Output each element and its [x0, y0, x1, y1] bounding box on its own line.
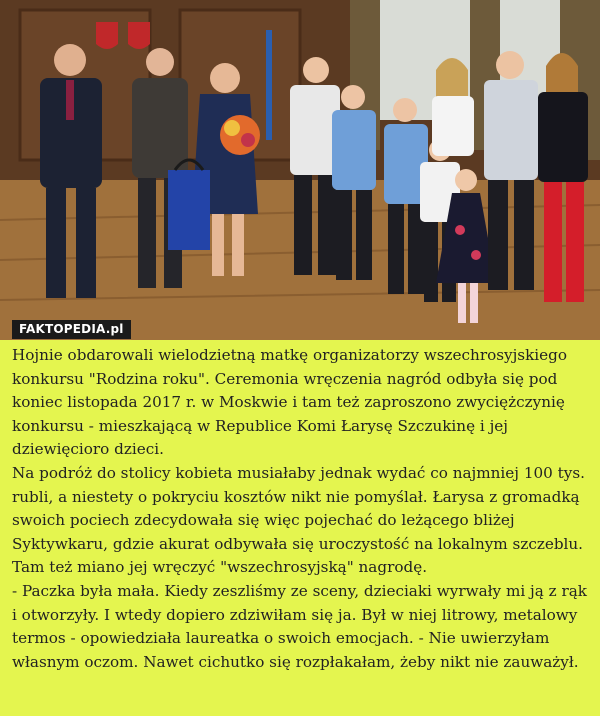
- coat-of-arms-emblem: [96, 22, 118, 49]
- photo-illustration: [0, 0, 600, 340]
- group-photo: [0, 0, 600, 340]
- caption-paragraph: Na podróż do stolicy kobieta musiałaby jednak wydać co najmniej 100 tys. rubli, a niestety o pokryciu kosztów nikt nie pomyślał. Łarysa z gromadką swoich pociech zdecydowała się więc pojechać do leżącego bliżej Syktywkaru, gdzie akurat odbywała się uroczystość na lokalnym szczeblu. Tam też miano jej wręczyć "wszechrosyjską" nagrodę.: [12, 463, 585, 577]
- caption-paragraph: Hojnie obdarowali wielodzietną matkę organizatorzy wszechrosyjskiego konkursu "Rodzina roku". Ceremonia wręczenia nagród odbyła się pod koniec listopada 2017 r. w Moskwie i tam też zaproszono zwyciężczynię konkursu - mieszkającą w Republice Komi Łarysę Szczukinę i jej dziewięcioro dzieci.: [12, 346, 568, 459]
- flag: [266, 30, 272, 140]
- teen-girl-blonde: [432, 58, 474, 156]
- faktopedia-watermark: FAKTOPEDIA.pl: [12, 320, 131, 339]
- caption-paragraph: - Paczka była mała. Kiedy zeszliśmy ze sceny, dzieciaki wyrwały mi ją z rąk i otworzyły. I wtedy dopiero zdziwiłam się ja. Był w niej litrowy, metalowy termos - opowiedziała laureatka o swoich emocjach. - Nie uwierzyłam własnym oczom. Nawet cichutko się rozpłakałam, żeby nikt nie zauważył.: [12, 581, 587, 671]
- caption-text: [12, 344, 594, 674]
- gift-bag: [168, 160, 210, 250]
- coat-of-arms-emblem: [128, 22, 150, 49]
